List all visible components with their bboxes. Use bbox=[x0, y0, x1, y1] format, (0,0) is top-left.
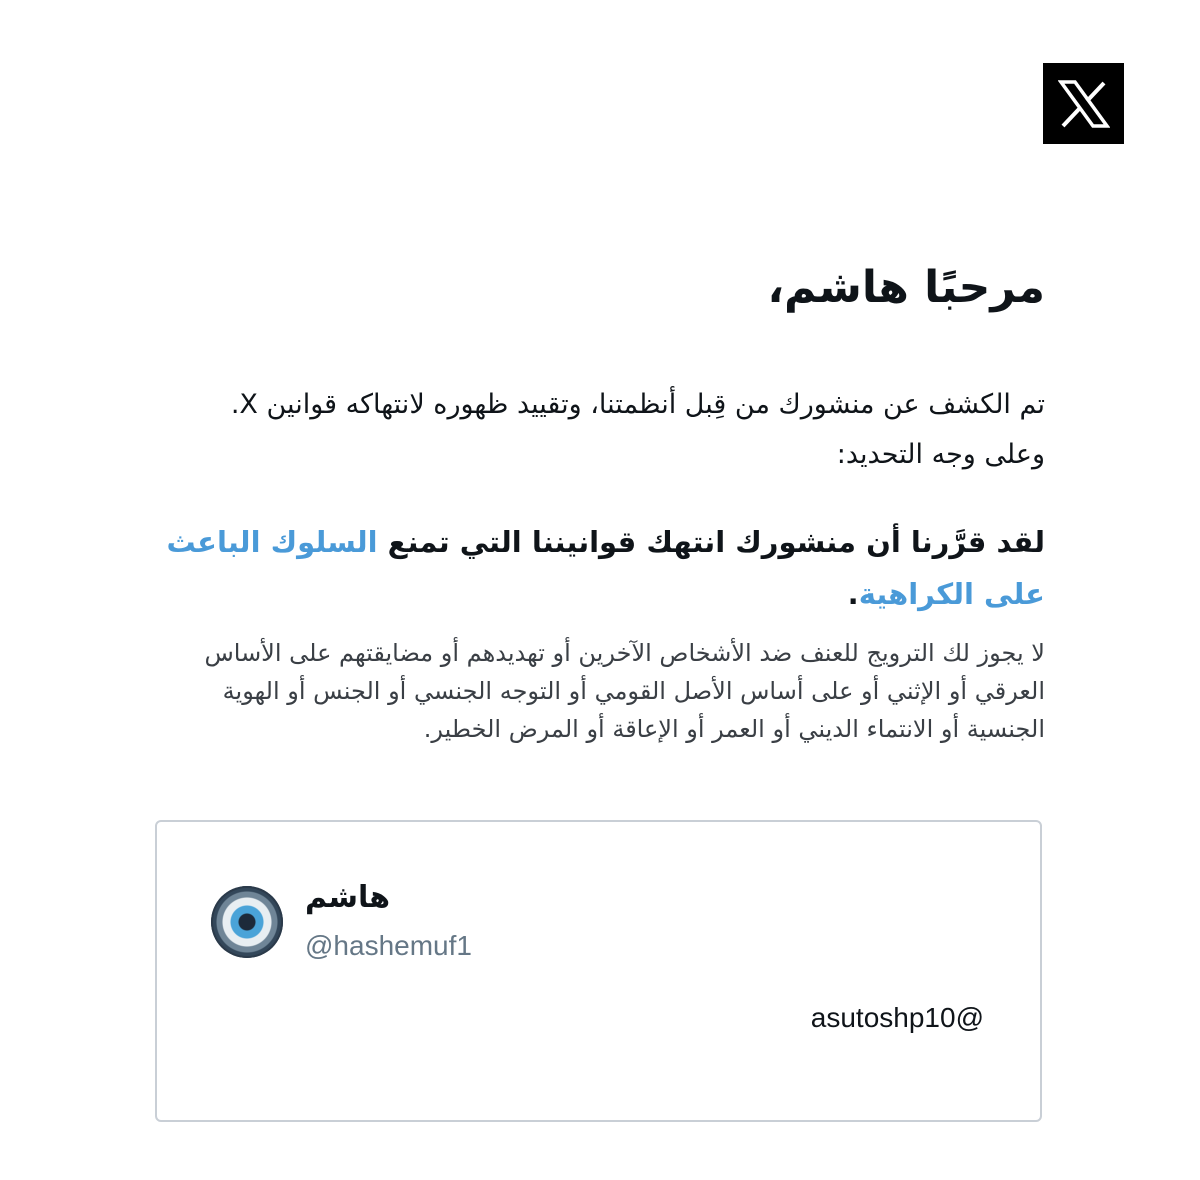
intro-line-2: وعلى وجه التحديد: bbox=[836, 439, 1045, 470]
hateful-conduct-link[interactable]: السلوك الباعث على الكراهية bbox=[166, 525, 1045, 611]
x-logo bbox=[1043, 63, 1124, 144]
violation-period: . bbox=[847, 577, 859, 611]
post-card[interactable] bbox=[155, 820, 1042, 1122]
post-display-name[interactable]: هاشم bbox=[305, 880, 391, 915]
intro-paragraph bbox=[155, 380, 1045, 480]
greeting-heading: مرحبًا هاشم، bbox=[767, 262, 1045, 313]
eye-avatar[interactable] bbox=[211, 886, 283, 958]
violation-text: لقد قرَّرنا أن منشورك انتهك قوانيننا التي تمنع bbox=[377, 525, 1045, 559]
intro-line-1: تم الكشف عن منشورك من قِبل أنظمتنا، وتقييد ظهوره لانتهاكه قوانين X. bbox=[230, 389, 1045, 420]
post-handle[interactable]: @hashemuf1 bbox=[305, 930, 472, 961]
violation-statement bbox=[155, 516, 1045, 620]
x-logo-icon bbox=[1058, 80, 1110, 128]
policy-details: لا يجوز لك الترويج للعنف ضد الأشخاص الآخرين أو تهديدهم أو مضايقتهم على الأساس العرقي أو الإثني أو على أساس الأصل القومي أو التوجه الجنسي أو الجنس أو الهوية الجنسية أو الانتماء الديني أو العمر أو الإعاقة أو المرض الخطير. bbox=[204, 639, 1045, 743]
post-text: asutoshp10@ bbox=[810, 1002, 984, 1033]
